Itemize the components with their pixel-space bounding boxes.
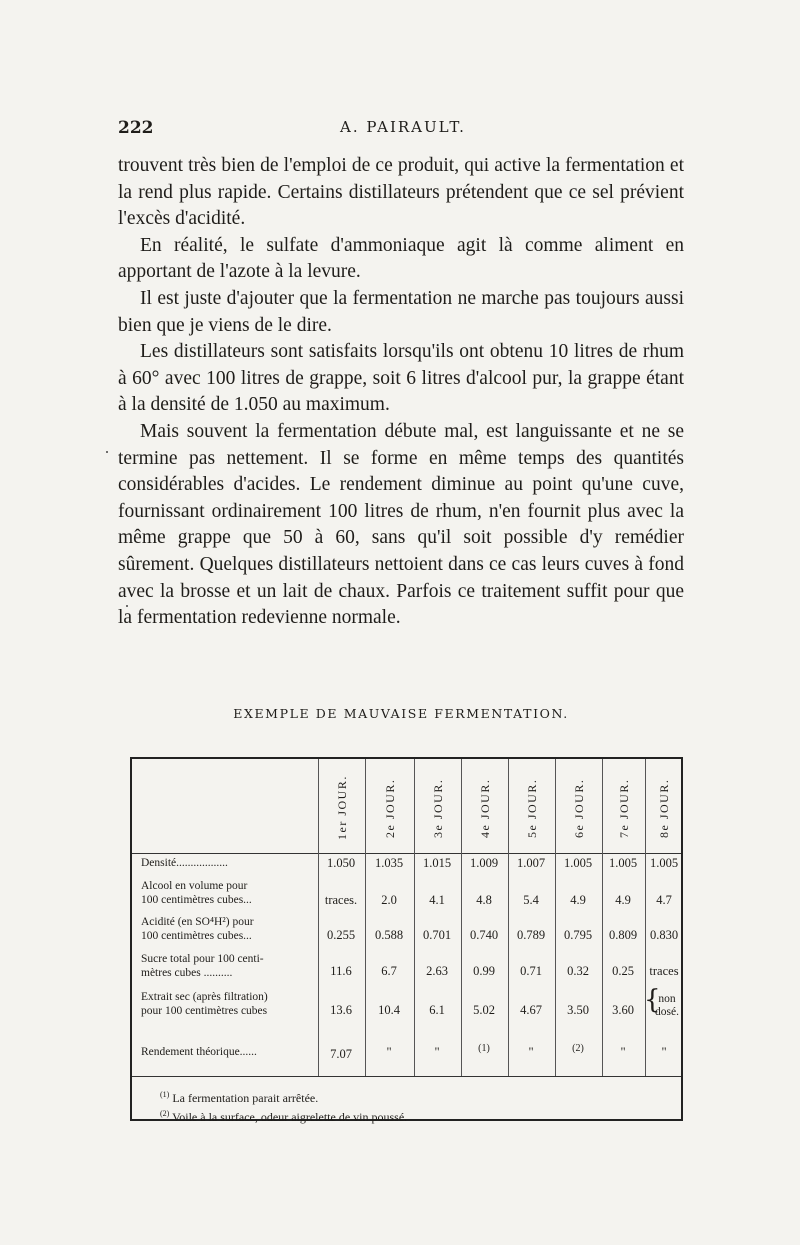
print-speck [126,605,128,607]
column-header: 8e JOUR. [657,778,671,838]
paragraph: trouvent très bien de l'emploi de ce produit, qui active la fermentation et la rend plus rapide. Certains distillateurs prétendent que ce sel prévient l'excès d'acidité. [118,155,684,230]
table-footnotes [160,1087,660,1125]
table-cell: 1.015 [422,856,452,870]
table-cell: 4.1 [429,893,445,907]
header-rule [132,853,681,854]
paragraph: Mais souvent la fermentation débute mal, est languissante et ne se termine pas nettement. Il se forme en même temps des quantités considérables d'acides. Le rendement diminue au point qu'une cuve, fournissant ordinairement 100 litres de rhum, n'en fournit plus avec la même grappe que 50 à 60, sans qu'il soit possible d'y remédier sûrement. Quelques distillateurs nettoient dans ce cas leurs cuves à fond avec la brosse et un lait de chaux. Parfois ce traitement suffit pour que la fermentation redevienne normale. [118,420,684,629]
table-cell: " [386,1045,392,1059]
paragraph: En réalité, le sulfate d'ammoniaque agit là comme aliment en apportant de l'azote à la levure. [118,234,684,283]
table-cell: 4.67 [520,1003,542,1017]
paragraph: Il est juste d'ajouter que la fermentation ne marche pas toujours aussi bien que je viens de le dire. [118,287,684,336]
brace-mark: { [644,985,661,1015]
table-cell: " [528,1045,534,1059]
column-rule [645,759,646,1076]
table-cell: 11.6 [330,964,352,978]
column-header: 5e JOUR. [525,778,539,838]
table-cell: non dosé. [655,993,679,1018]
table-cell: " [620,1045,626,1059]
column-rule [365,759,366,1076]
table-cell: 4.9 [570,893,586,907]
row-label-line: Alcool en volume pour [141,880,248,892]
table-cell: " [434,1045,440,1059]
body-text [118,153,684,632]
table-cell: 4.9 [615,893,631,907]
row-label-line: Sucre total pour 100 centi- [141,953,264,965]
running-head [118,118,688,140]
table-cell: 1.050 [326,856,356,870]
column-rule [555,759,556,1076]
table-cell: 10.4 [378,1003,400,1017]
footnote-text: Voile à la surface, odeur aigrelette de vin poussé. [172,1110,408,1124]
column-header: 4e JOUR. [478,778,492,838]
column-rule [602,759,603,1076]
row-label-sugar [141,952,321,980]
table-cell: (2) [572,1043,584,1054]
table-cell: 0.830 [649,928,679,942]
page-number: 222 [118,118,154,138]
table-cell: 0.795 [563,928,593,942]
table-cell: 2.63 [426,964,448,978]
row-label-line: 100 centimètres cubes... [141,930,252,942]
table-cell: 1.009 [469,856,499,870]
paragraph: Les distillateurs sont satisfaits lorsqu'ils ont obtenu 10 litres de rhum à 60° avec 100 litres de grappe, soit 6 litres d'alcool pur, la grappe étant à la densité de 1.050 au maximum. [118,341,684,416]
table-cell: 0.99 [473,964,495,978]
table-cell: 3.50 [567,1003,589,1017]
footnote-text: La fermentation parait arrêtée. [172,1091,319,1105]
bottom-rule [132,1076,681,1077]
column-header: 6e JOUR. [572,778,586,838]
table-cell: 1.005 [649,856,679,870]
row-label-line: mètres cubes .......... [141,967,233,979]
row-label-density: Densité.................. [141,857,228,869]
column-header: 7e JOUR. [617,778,631,838]
row-label-dry-extract [141,990,321,1018]
table-cell: 0.71 [520,964,542,978]
table-cell: 0.809 [608,928,638,942]
table-cell: (1) [478,1043,490,1054]
table-cell: 4.8 [476,893,492,907]
column-header: 3e JOUR. [431,778,445,838]
table-cell: 0.255 [326,928,356,942]
row-label-acidity [141,915,321,943]
table-cell: 0.588 [374,928,404,942]
row-label-line: pour 100 centimètres cubes [141,1005,268,1017]
table-cell: 1.007 [516,856,546,870]
table-cell: 2.0 [381,893,397,907]
table-cell: 7.07 [330,1047,352,1061]
running-title: A. PAIRAULT. [340,118,466,136]
row-label-line: Extrait sec (après filtration) [141,991,268,1003]
table-cell: 1.035 [374,856,404,870]
column-rule [508,759,509,1076]
table-cell: 5.4 [523,893,539,907]
table-cell: 0.32 [567,964,589,978]
table-cell: 0.789 [516,928,546,942]
row-label-alcohol [141,879,321,907]
column-rule [461,759,462,1076]
table-cell: 6.7 [381,964,397,978]
table-cell: 6.1 [429,1003,445,1017]
table-cell: 0.25 [612,964,634,978]
fermentation-table [130,757,683,1121]
footnote-mark: (2) [160,1109,170,1118]
table-cell: 1.005 [608,856,638,870]
table-cell: traces. [324,893,358,907]
footnote [160,1106,660,1125]
row-label-yield: Rendement théorique...... [141,1046,257,1058]
table-cell: 0.740 [469,928,499,942]
table-cell: 0.701 [422,928,452,942]
table-cell: traces [649,964,679,978]
print-speck [106,451,108,453]
footnote-mark: (1) [160,1090,170,1099]
table-cell: 4.7 [656,893,672,907]
column-header: 2e JOUR. [383,778,397,838]
column-header: 1er JOUR. [335,775,349,841]
row-label-line: Acidité (en SO⁴H²) pour [141,916,254,928]
table-caption: EXEMPLE DE MAUVAISE FERMENTATION. [233,706,569,721]
column-rule [414,759,415,1076]
footnote [160,1087,660,1106]
table-cell: 5.02 [473,1003,495,1017]
table-cell: 1.005 [563,856,593,870]
table-cell: 13.6 [330,1003,352,1017]
row-label-line: 100 centimètres cubes... [141,894,252,906]
table-cell: 3.60 [612,1003,634,1017]
table-cell: " [661,1045,667,1059]
